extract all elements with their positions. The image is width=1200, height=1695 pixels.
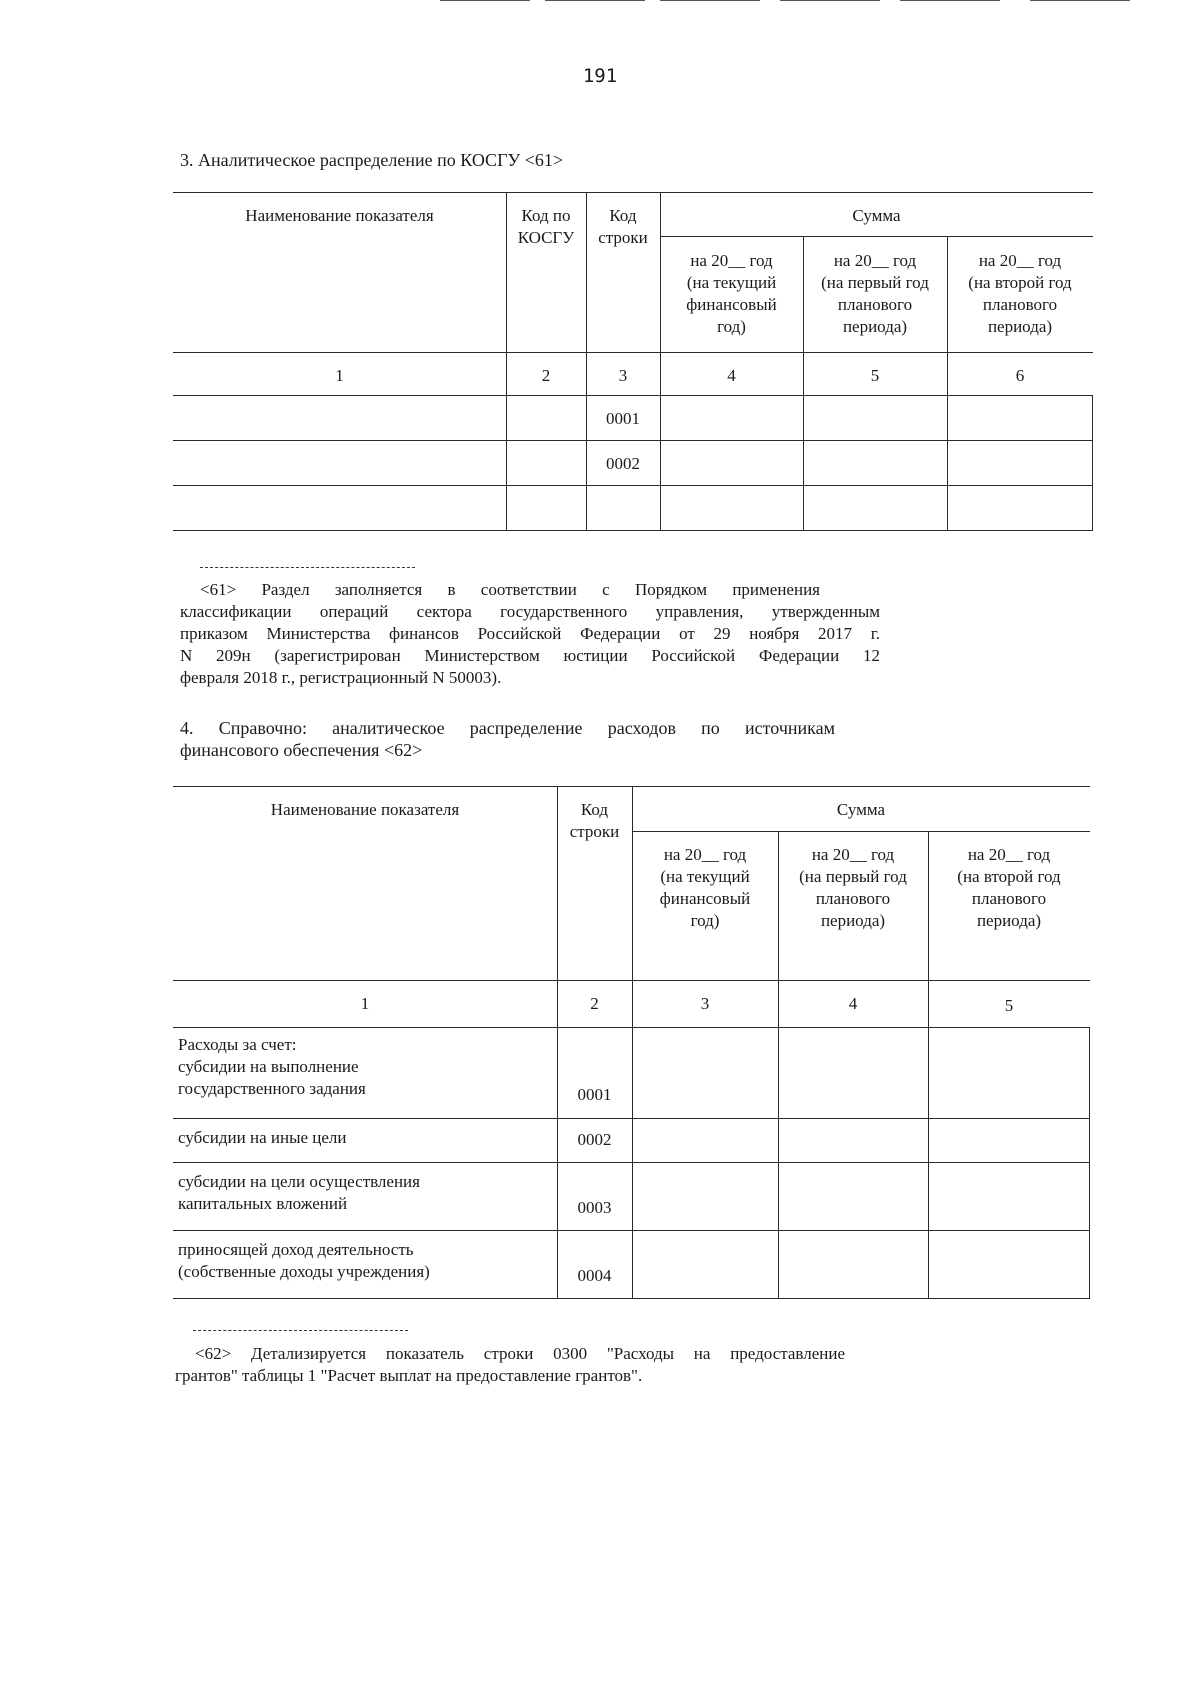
scan-edge-line bbox=[440, 0, 530, 1]
footnote-separator bbox=[193, 1330, 408, 1331]
header-code: Код строки bbox=[569, 800, 620, 841]
column-number: 4 bbox=[727, 366, 736, 385]
table-rule bbox=[173, 395, 1093, 396]
column-number: 4 bbox=[848, 994, 858, 1013]
row-code: 0003 bbox=[577, 1198, 612, 1217]
scan-edge-line bbox=[545, 0, 645, 1]
table-rule bbox=[1089, 1027, 1090, 1298]
footnote-separator bbox=[200, 567, 415, 568]
header-name: Наименование показателя bbox=[245, 206, 434, 225]
header-year-current: на 20__ год (на текущий финансовый год) bbox=[686, 251, 777, 336]
row-code: 0002 bbox=[606, 454, 640, 473]
column-number: 2 bbox=[541, 366, 551, 385]
row-label: субсидии на иные цели bbox=[178, 1128, 347, 1147]
table-rule bbox=[173, 485, 1093, 486]
row-code: 0001 bbox=[606, 409, 640, 428]
page-number: 191 bbox=[582, 65, 618, 87]
header-year-current: на 20__ год (на текущий финансовый год) bbox=[659, 845, 751, 930]
table-rule bbox=[173, 440, 1093, 441]
table-rule bbox=[557, 786, 558, 1298]
header-sum: Сумма bbox=[852, 206, 901, 225]
scan-edge-line bbox=[1030, 0, 1130, 1]
column-number: 1 bbox=[360, 994, 370, 1013]
row-code: 0002 bbox=[577, 1130, 612, 1149]
header-year-first: на 20__ год (на первый год планового периода) bbox=[799, 845, 907, 930]
footnote-62: <62> Детализируется показатель строки 0300 "Расходы на предоставление грантов" таблицы 1 "Расчет выплат на предоставление грантов". bbox=[175, 1344, 845, 1385]
table-rule bbox=[660, 236, 1093, 237]
scan-edge-line bbox=[900, 0, 1000, 1]
scan-edge-line bbox=[660, 0, 760, 1]
table-rule bbox=[632, 831, 1090, 832]
row-code: 0001 bbox=[577, 1085, 612, 1104]
row-label: субсидии на цели осуществления капитальных вложений bbox=[178, 1172, 420, 1213]
column-number: 3 bbox=[700, 994, 710, 1013]
header-year-second: на 20__ год (на второй год планового периода) bbox=[957, 845, 1061, 930]
row-code: 0004 bbox=[577, 1266, 612, 1285]
table-rule bbox=[173, 352, 1093, 353]
column-number: 3 bbox=[618, 366, 628, 385]
row-label: Расходы за счет: субсидии на выполнение государственного задания bbox=[178, 1035, 366, 1098]
scan-edge-line bbox=[780, 0, 880, 1]
footnote-61: <61> Раздел заполняется в соответствии с Порядком применения классификации операций сектора государственного управления, утвержденным приказом Министерства финансов Российской Федерации от 29 ноября 2017 г. N 209н (зарегистрирован Министерством юстиции Российской Федерации 12 февраля 2018 г., регистрационный N 50003). bbox=[180, 580, 880, 687]
table-rule bbox=[1092, 395, 1093, 530]
column-number: 1 bbox=[335, 366, 344, 385]
header-name: Наименование показателя bbox=[270, 800, 460, 819]
header-year-second: на 20__ год (на второй год планового периода) bbox=[968, 251, 1072, 336]
section3-heading: 3. Аналитическое распределение по КОСГУ <61> bbox=[180, 150, 564, 170]
table-rule bbox=[173, 1298, 1090, 1299]
column-number: 5 bbox=[870, 366, 880, 385]
column-number: 2 bbox=[590, 994, 599, 1013]
table-rule bbox=[173, 530, 1093, 531]
table-rule bbox=[173, 192, 1093, 193]
header-sum: Сумма bbox=[836, 800, 886, 819]
header-code: Код строки bbox=[598, 206, 648, 247]
section4-heading: 4. Справочно: аналитическое распределение расходов по источникам финансового обеспечения <62> bbox=[180, 718, 835, 760]
column-number: 5 bbox=[1004, 996, 1014, 1015]
header-kosgu: Код по КОСГУ bbox=[517, 206, 575, 247]
row-label: приносящей доход деятельность (собственные доходы учреждения) bbox=[178, 1240, 430, 1281]
table-rule bbox=[660, 192, 661, 530]
header-year-first: на 20__ год (на первый год планового периода) bbox=[821, 251, 929, 336]
column-number: 6 bbox=[1015, 366, 1025, 385]
